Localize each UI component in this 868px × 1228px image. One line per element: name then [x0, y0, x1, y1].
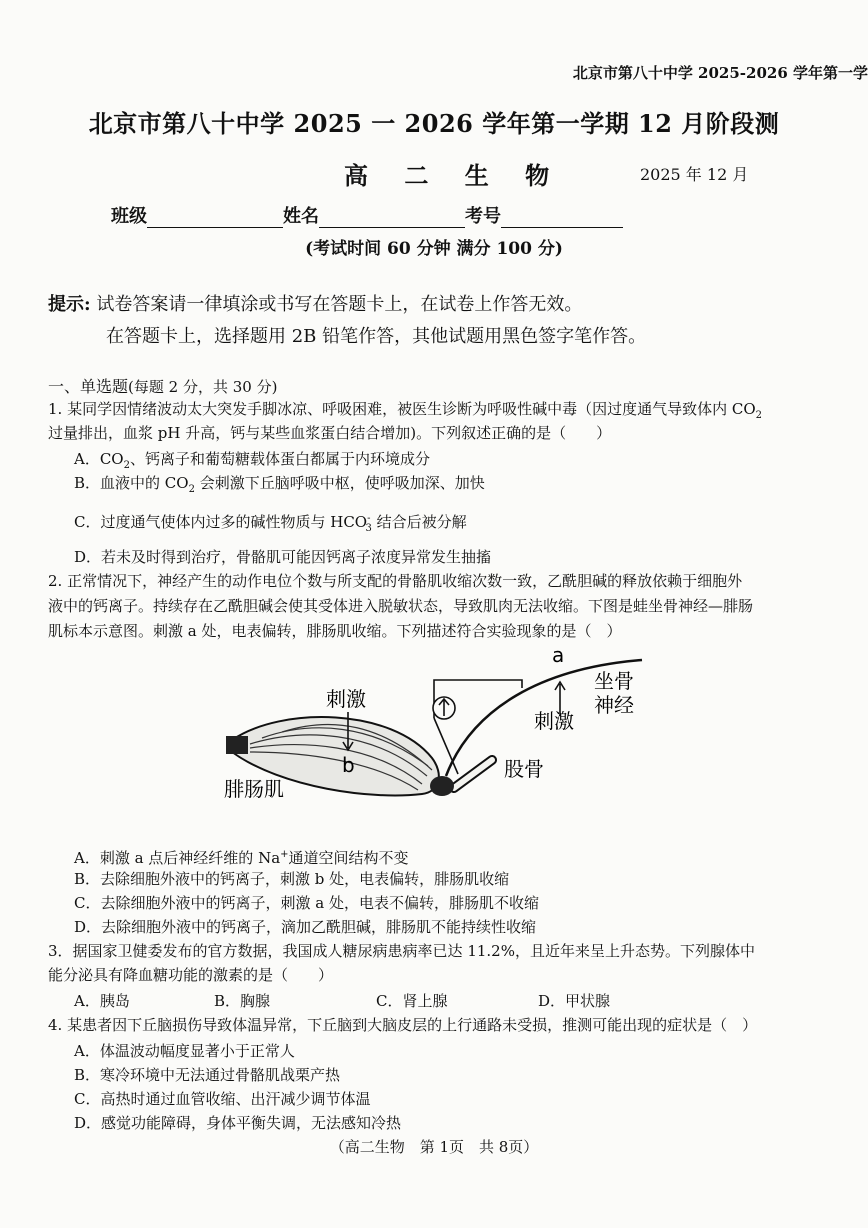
joint-knot	[430, 776, 454, 796]
q3-option-c[interactable]: C．肾上腺	[376, 992, 448, 1010]
q1-stem-line-2: 过量排出，血浆 pH 升高，钙与某些血浆蛋白结合增加)。下列叙述正确的是（ ）	[48, 424, 612, 442]
q1-option-c[interactable]	[74, 508, 467, 540]
section-heading	[48, 374, 277, 397]
section-note: (每题 2 分，共 30 分)	[128, 378, 278, 396]
q1-stem-text-1: 1. 某同学因情绪波动太大突发手脚冰凉、呼吸困难，被医生诊断为呼吸性碱中毒（因过度通气导致体内 CO	[48, 400, 756, 418]
q4-option-a[interactable]: A．体温波动幅度显著小于正常人	[74, 1042, 295, 1060]
q2-option-a-text-2: 通道空间结构不变	[288, 849, 409, 867]
exam-date: 2025 年 12 月	[640, 165, 749, 184]
q3-option-b[interactable]: B．胸腺	[214, 992, 271, 1010]
tip-line-1	[48, 290, 582, 316]
q2-stem-line-2: 液中的钙离子。持续存在乙酰胆碱会使其受体进入脱敏状态，导致肌肉无法收缩。下图是蛙坐骨神经—腓肠	[48, 597, 754, 615]
q2-option-c[interactable]: C．去除细胞外液中的钙离子，刺激 a 处，电表不偏转，腓肠肌不收缩	[74, 894, 539, 912]
q2-option-a-sup: +	[280, 849, 289, 860]
name-label: 姓名	[283, 206, 319, 227]
q3-stem-line-1: 3．据国家卫健委发布的官方数据，我国成人糖尿病患病率已达 11.2%，且近年来呈上升态势。下列腺体中	[48, 942, 755, 960]
q1-sub: 2	[755, 410, 763, 421]
q2-option-a[interactable]	[74, 844, 409, 869]
q3-option-a[interactable]: A．胰岛	[74, 992, 130, 1010]
section-title: 一、单选题	[48, 377, 129, 396]
exam-time-info: (考试时间 60 分钟 满分 100 分)	[305, 239, 563, 259]
label-point-b: b	[342, 753, 355, 777]
number-blank[interactable]	[501, 209, 623, 228]
label-femur: 股骨	[504, 757, 544, 781]
label-stimulus-left: 刺激	[326, 687, 366, 711]
subject-title: 高 二 生 物	[344, 161, 564, 190]
q1-option-c-text-2: 结合后被分解	[371, 513, 467, 531]
q4-option-d[interactable]: D．感觉功能障碍，身体平衡失调，无法感知冷热	[74, 1114, 402, 1132]
tip-text-2: 在答题卡上，选择题用 2B 铅笔作答，其他试题用黑色签字笔作答。	[106, 326, 647, 347]
q4-stem: 4. 某患者因下丘脑损伤导致体温异常，下丘脑到大脑皮层的上行通路未受损，推测可能出现的症状是（ ）	[48, 1016, 758, 1034]
q2-stem-line-1: 2. 正常情况下，神经产生的动作电位个数与所支配的骨骼肌收缩次数一致，乙酰胆碱的释放依赖于细胞外	[48, 572, 743, 590]
q2-stem-line-3: 肌标本示意图。刺激 a 处，电表偏转，腓肠肌收缩。下列描述符合实验现象的是（ ）	[48, 622, 622, 640]
number-label: 考号	[465, 206, 501, 227]
page-footer: （高二生物 第 1页 共 8页）	[329, 1138, 539, 1156]
student-info-fields	[111, 202, 623, 228]
label-point-a: a	[552, 648, 565, 667]
label-sciatic-line1: 坐骨	[594, 669, 634, 693]
q1-option-b-sub: 2	[188, 484, 195, 495]
q1-option-d[interactable]: D．若未及时得到治疗，骨骼肌可能因钙离子浓度异常发生抽搐	[74, 548, 492, 566]
exam-title: 北京市第八十中学 2025 一 2026 学年第一学期 12 月阶段测	[88, 109, 780, 138]
label-stimulus-right: 刺激	[534, 709, 574, 733]
label-gastrocnemius: 腓肠肌	[224, 777, 284, 801]
q1-option-a-text: A．CO	[74, 450, 124, 468]
nerve-muscle-diagram	[222, 648, 662, 818]
q1-option-c-sup: -	[367, 513, 371, 524]
q1-option-a-sub: 2	[123, 460, 130, 471]
q3-option-d[interactable]: D．甲状腺	[538, 992, 611, 1010]
q2-option-b[interactable]: B．去除细胞外液中的钙离子，刺激 b 处，电表偏转，腓肠肌收缩	[74, 870, 510, 888]
label-sciatic-line2: 神经	[594, 693, 634, 717]
q1-option-b-text-2: 会刺激下丘脑呼吸中枢，使呼吸加深、加快	[194, 474, 485, 492]
class-blank[interactable]	[147, 209, 283, 228]
q2-option-a-text: A．刺激 a 点后神经纤维的 Na	[74, 849, 281, 867]
q4-option-c[interactable]: C．高热时通过血管收缩、出汗减少调节体温	[74, 1090, 371, 1108]
q2-option-d[interactable]: D．去除细胞外液中的钙离子，滴加乙酰胆碱，腓肠肌不能持续性收缩	[74, 918, 537, 936]
q1-option-a-text-2: 、钙离子和葡萄糖载体蛋白都属于内环境成分	[129, 450, 430, 468]
q1-option-b[interactable]	[74, 472, 485, 501]
q3-stem-line-2: 能分泌具有降血糖功能的激素的是（ ）	[48, 966, 334, 984]
q1-option-b-text: B．血液中的 CO	[74, 474, 189, 492]
muscle-tendon	[226, 736, 248, 754]
page-header-partial: 北京市第八十中学 2025-2026 学年第一学	[572, 64, 868, 82]
q1-option-c-text: C．过度通气使体内过多的碱性物质与 HCO	[74, 513, 368, 531]
tip-label: 提示:	[48, 294, 91, 315]
femur-bone	[454, 760, 492, 788]
tip-text-1: 试卷答案请一律填涂或书写在答题卡上，在试卷上作答无效。	[96, 294, 583, 315]
q4-option-b[interactable]: B．寒冷环境中无法通过骨骼肌战栗产热	[74, 1066, 341, 1084]
class-label: 班级	[111, 206, 147, 227]
q1-option-c-sub: 3	[365, 523, 372, 534]
name-blank[interactable]	[319, 209, 465, 228]
